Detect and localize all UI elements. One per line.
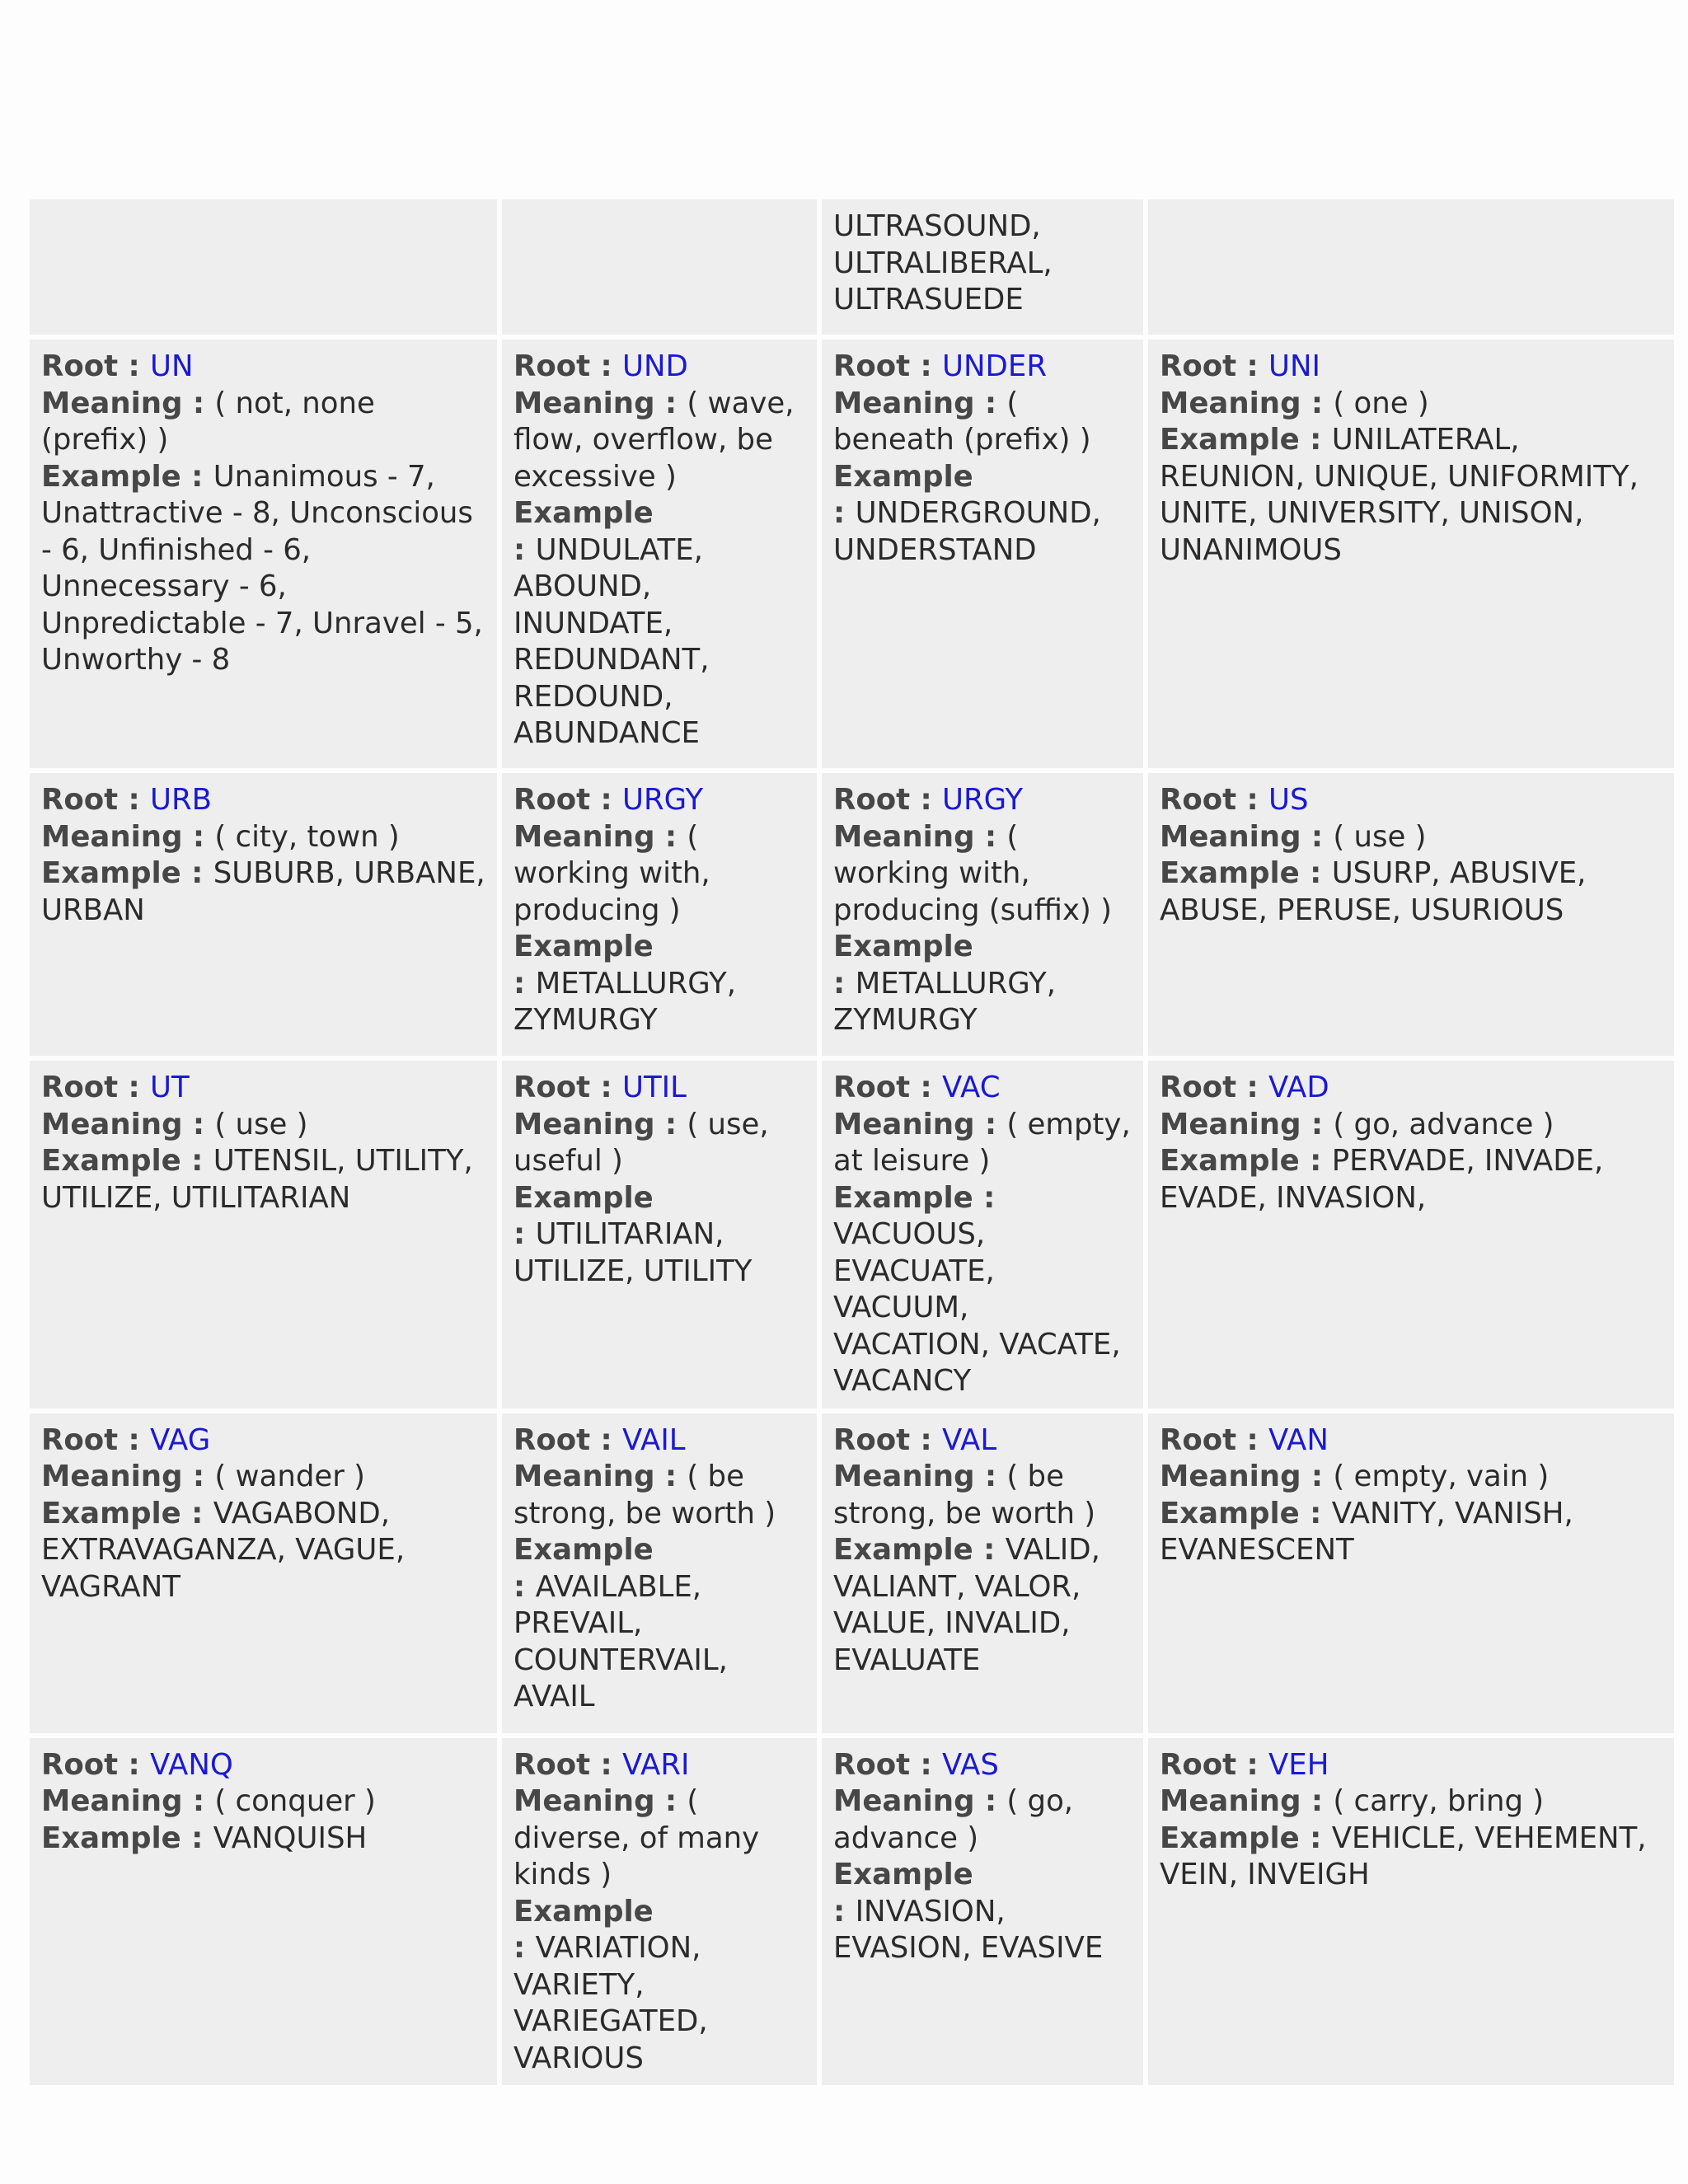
example-value: INVASION, EVASION, EVASIVE <box>833 1894 1104 1965</box>
example-label: Example <box>833 1858 973 1891</box>
meaning-value: ( one ) <box>1333 386 1429 420</box>
label-separator: : <box>1236 1422 1269 1457</box>
label-separator: : <box>654 386 687 420</box>
continuation-line: ULTRALIBERAL, <box>833 246 1053 280</box>
label-separator: : <box>181 1496 213 1530</box>
meaning-label: Meaning <box>513 1107 655 1141</box>
label-separator: : <box>118 1422 151 1457</box>
meaning-line <box>1160 1107 1662 1144</box>
example-line <box>1160 1821 1662 1894</box>
root-label: Root <box>513 1071 591 1104</box>
meaning-line <box>833 1107 1132 1180</box>
meaning-value: ( wave, flow, overflow, be excessive ) <box>513 386 795 494</box>
root-line <box>1160 349 1662 386</box>
example-value: VACUOUS, EVACUATE, VACUUM, VACATION, VACATE, VACANCY <box>833 1217 1121 1398</box>
label-separator: : <box>974 1107 1007 1141</box>
label-separator: : <box>513 1217 536 1251</box>
label-separator: : <box>1299 1496 1332 1530</box>
example-value: USURP, ABUSIVE, ABUSE, PERUSE, USURIOUS <box>1160 856 1587 927</box>
root-value: VANQ <box>150 1747 233 1782</box>
label-separator: : <box>833 966 856 1001</box>
label-separator: : <box>654 819 687 854</box>
label-separator: : <box>910 1071 943 1104</box>
root-entry-cell <box>822 340 1143 768</box>
meaning-value: ( go, advance ) <box>833 1784 1074 1855</box>
example-value: VAGABOND, EXTRAVAGANZA, VAGUE, VAGRANT <box>41 1496 406 1604</box>
continuation-line: ULTRASOUND, <box>833 209 1041 243</box>
label-separator: : <box>1236 349 1269 383</box>
table-cell-empty <box>502 199 817 335</box>
label-separator: : <box>1301 386 1334 420</box>
root-line <box>833 1747 1132 1784</box>
example-line <box>833 459 1132 569</box>
label-separator: : <box>590 1747 623 1782</box>
label-separator: : <box>118 1071 151 1104</box>
label-separator: : <box>181 856 213 890</box>
meaning-label: Meaning <box>513 386 655 420</box>
meaning-value: ( use ) <box>214 1107 308 1141</box>
label-separator: : <box>181 1821 213 1855</box>
root-label: Root <box>41 349 119 383</box>
label-separator: : <box>181 459 213 494</box>
label-separator: : <box>590 349 623 383</box>
root-entry-cell <box>502 1061 817 1408</box>
example-line <box>41 855 485 929</box>
meaning-line <box>1160 386 1662 423</box>
table-row <box>30 773 1674 1056</box>
meaning-value: ( go, advance ) <box>1333 1107 1554 1141</box>
label-separator: : <box>654 1460 687 1493</box>
meaning-label: Meaning <box>513 819 655 854</box>
root-entry-cell <box>502 773 817 1056</box>
meaning-line <box>41 819 485 856</box>
example-label: Example <box>833 1533 973 1567</box>
meaning-value: ( city, town ) <box>214 819 400 854</box>
example-label: Example <box>41 856 181 890</box>
meaning-line <box>833 386 1132 459</box>
example-value: SUBURB, URBANE, URBAN <box>41 856 485 927</box>
example-value: VEHICLE, VEHEMENT, VEIN, INVEIGH <box>1160 1821 1647 1891</box>
root-entry-cell <box>502 340 817 768</box>
root-value: UNI <box>1268 349 1321 383</box>
label-separator: : <box>181 1144 213 1178</box>
root-label: Root <box>833 1422 911 1457</box>
root-value: VAN <box>1268 1422 1329 1457</box>
meaning-line <box>513 1783 805 1894</box>
example-label: Example <box>513 1533 654 1567</box>
root-label: Root <box>513 349 591 383</box>
label-separator: : <box>974 386 1007 420</box>
root-entry-cell <box>1148 773 1674 1056</box>
example-line <box>1160 1143 1662 1216</box>
meaning-line <box>1160 819 1662 856</box>
label-separator: : <box>513 966 536 1001</box>
meaning-line <box>833 1783 1132 1857</box>
example-label: Example <box>1160 1821 1300 1855</box>
continuation-line: ULTRASUEDE <box>833 283 1024 316</box>
label-separator: : <box>1236 1747 1269 1782</box>
table-row <box>30 1738 1674 2086</box>
example-value: UNILATERAL, REUNION, UNIQUE, UNIFORMITY, UNITE, UNIVERSITY, UNISON, UNANIMOUS <box>1160 423 1639 567</box>
root-label: Root <box>1160 1747 1237 1782</box>
root-label: Root <box>833 1747 911 1782</box>
label-separator: : <box>182 1460 215 1493</box>
root-label: Root <box>513 1422 591 1457</box>
table-row-continuation <box>30 199 1674 335</box>
root-label: Root <box>1160 1422 1237 1457</box>
label-separator: : <box>513 1931 536 1965</box>
root-label: Root <box>1160 349 1237 383</box>
table-row <box>30 1061 1674 1408</box>
label-separator: : <box>1301 1460 1334 1493</box>
meaning-label: Meaning <box>41 1784 183 1818</box>
meaning-line <box>833 819 1132 930</box>
label-separator: : <box>1299 856 1332 890</box>
root-entry-cell <box>30 1738 497 2086</box>
example-label: Example <box>1160 423 1300 457</box>
label-separator: : <box>590 1071 623 1104</box>
meaning-line <box>513 1107 805 1180</box>
root-entry-cell <box>30 1413 497 1733</box>
meaning-line <box>513 1459 805 1532</box>
example-line <box>833 1180 1132 1400</box>
meaning-label: Meaning <box>1160 1460 1301 1493</box>
root-label: Root <box>513 783 591 817</box>
label-separator: : <box>118 349 151 383</box>
meaning-label: Meaning <box>513 1784 655 1818</box>
example-value: UTILITARIAN, UTILIZE, UTILITY <box>513 1217 753 1288</box>
root-value: UN <box>150 349 194 383</box>
root-label: Root <box>833 783 911 817</box>
example-label: Example <box>833 459 973 494</box>
meaning-label: Meaning <box>41 1460 183 1493</box>
label-separator: : <box>910 1747 943 1782</box>
meaning-label: Meaning <box>41 386 183 420</box>
meaning-line <box>41 386 485 459</box>
root-line <box>513 1422 805 1460</box>
example-value: UTENSIL, UTILITY, UTILIZE, UTILITARIAN <box>41 1144 473 1215</box>
example-line <box>1160 1496 1662 1569</box>
example-line <box>1160 855 1662 929</box>
root-line <box>833 349 1132 386</box>
example-label: Example <box>41 459 181 494</box>
root-value: VAIL <box>622 1422 686 1457</box>
label-separator: : <box>974 1460 1007 1493</box>
meaning-line <box>833 1459 1132 1532</box>
meaning-label: Meaning <box>833 386 975 420</box>
example-label: Example <box>513 1894 654 1929</box>
root-entry-cell <box>1148 1413 1674 1733</box>
meaning-value: ( diverse, of many kinds ) <box>513 1784 760 1891</box>
root-label: Root <box>41 1747 119 1782</box>
meaning-label: Meaning <box>1160 1784 1301 1818</box>
example-label: Example <box>513 1180 654 1215</box>
label-separator: : <box>910 349 943 383</box>
root-label: Root <box>1160 1071 1237 1104</box>
root-line <box>1160 1422 1662 1460</box>
meaning-value: ( working with, producing ) <box>513 819 710 927</box>
root-label: Root <box>513 1747 591 1782</box>
root-line <box>41 1422 485 1460</box>
example-label: Example <box>41 1821 181 1855</box>
root-entry-cell <box>822 1061 1143 1408</box>
example-value: UNDERGROUND, UNDERSTAND <box>833 496 1101 567</box>
root-line <box>1160 1070 1662 1107</box>
meaning-line <box>513 386 805 496</box>
example-line <box>513 929 805 1039</box>
example-line <box>41 1496 485 1606</box>
label-separator: : <box>1301 1107 1334 1141</box>
root-value: US <box>1268 783 1309 817</box>
label-separator: : <box>1236 783 1269 817</box>
meaning-value: ( be strong, be worth ) <box>513 1460 776 1530</box>
example-line <box>833 1532 1132 1679</box>
meaning-line <box>41 1459 485 1496</box>
meaning-label: Meaning <box>833 819 975 854</box>
root-label: Root <box>41 783 119 817</box>
meaning-label: Meaning <box>1160 819 1301 854</box>
root-value: VAL <box>942 1422 997 1457</box>
example-line <box>513 495 805 752</box>
example-label: Example <box>41 1144 181 1178</box>
root-line <box>41 349 485 386</box>
root-label: Root <box>833 349 911 383</box>
table-row <box>30 1413 1674 1733</box>
label-separator: : <box>654 1107 687 1141</box>
example-label: Example <box>833 930 973 963</box>
example-label: Example <box>513 930 654 963</box>
label-separator: : <box>182 819 215 854</box>
root-value: VAC <box>942 1071 1001 1104</box>
label-separator: : <box>973 1533 1006 1567</box>
meaning-line <box>41 1107 485 1144</box>
example-value: Unanimous - 7, Unattractive - 8, Unconscious - 6, Unfinished - 6, Unnecessary - 6, Unpredictable - 7, Unravel - 5, Unworthy - 8 <box>41 459 483 677</box>
table-cell-continuation <box>822 199 1143 335</box>
example-line <box>513 1532 805 1716</box>
root-value: URGY <box>942 783 1024 817</box>
root-label: Root <box>1160 783 1237 817</box>
root-value: UT <box>150 1071 190 1104</box>
example-label: Example <box>1160 856 1300 890</box>
root-line <box>41 1070 485 1107</box>
root-label: Root <box>41 1071 119 1104</box>
label-separator: : <box>182 386 215 420</box>
label-separator: : <box>1301 819 1334 854</box>
root-entry-cell <box>30 340 497 768</box>
root-value: UND <box>622 349 688 383</box>
label-separator: : <box>118 1747 151 1782</box>
example-value: VALID, VALIANT, VALOR, VALUE, INVALID, EVALUATE <box>833 1533 1100 1677</box>
root-label: Root <box>41 1422 119 1457</box>
meaning-label: Meaning <box>1160 1107 1301 1141</box>
example-value: UNDULATE, ABOUND, INUNDATE, REDUNDANT, REDOUND, ABUNDANCE <box>513 532 710 750</box>
word-roots-table <box>25 194 1679 2090</box>
label-separator: : <box>654 1784 687 1818</box>
example-value: PERVADE, INVADE, EVADE, INVASION, <box>1160 1144 1604 1215</box>
meaning-label: Meaning <box>833 1460 975 1493</box>
root-line <box>833 1422 1132 1460</box>
label-separator: : <box>974 1784 1007 1818</box>
meaning-label: Meaning <box>833 1107 975 1141</box>
meaning-value: ( conquer ) <box>214 1784 376 1818</box>
table-cell-empty <box>1148 199 1674 335</box>
label-separator: : <box>910 783 943 817</box>
meaning-label: Meaning <box>41 1107 183 1141</box>
meaning-value: ( empty, at leisure ) <box>833 1107 1131 1178</box>
root-value: VAD <box>1268 1071 1329 1104</box>
root-entry-cell <box>1148 340 1674 768</box>
example-value: VANITY, VANISH, EVANESCENT <box>1160 1496 1573 1567</box>
meaning-value: ( not, none (prefix) ) <box>41 386 375 457</box>
root-value: VEH <box>1268 1747 1329 1782</box>
label-separator: : <box>1299 423 1332 457</box>
meaning-value: ( beneath (prefix) ) <box>833 386 1091 457</box>
meaning-value: ( use, useful ) <box>513 1107 769 1178</box>
root-entry-cell <box>822 1413 1143 1733</box>
meaning-value: ( wander ) <box>214 1460 365 1493</box>
example-value: METALLURGY, ZYMURGY <box>513 966 736 1037</box>
example-label: Example <box>513 496 654 530</box>
label-separator: : <box>833 1894 856 1929</box>
root-label: Root <box>833 1071 911 1104</box>
table-row <box>30 340 1674 768</box>
root-line <box>833 1070 1132 1107</box>
example-value: AVAILABLE, PREVAIL, COUNTERVAIL, AVAIL <box>513 1569 728 1713</box>
root-line <box>1160 1747 1662 1784</box>
label-separator: : <box>974 819 1007 854</box>
root-line <box>513 1747 805 1784</box>
example-label: Example <box>41 1496 181 1530</box>
example-line <box>41 1821 485 1858</box>
label-separator: : <box>590 1422 623 1457</box>
label-separator: : <box>513 1569 536 1604</box>
example-line <box>833 1857 1132 1967</box>
meaning-label: Meaning <box>41 819 183 854</box>
meaning-value: ( carry, bring ) <box>1333 1784 1545 1818</box>
root-entry-cell <box>30 773 497 1056</box>
root-value: VAS <box>942 1747 999 1782</box>
root-value: VAG <box>150 1422 211 1457</box>
label-separator: : <box>118 783 151 817</box>
label-separator: : <box>833 496 856 530</box>
meaning-label: Meaning <box>833 1784 975 1818</box>
meaning-line <box>513 819 805 930</box>
example-line <box>41 1143 485 1216</box>
example-value: VARIATION, VARIETY, VARIEGATED, VARIOUS <box>513 1931 708 2075</box>
example-line <box>513 1894 805 2078</box>
example-label: Example <box>1160 1496 1300 1530</box>
root-line <box>513 349 805 386</box>
root-entry-cell <box>502 1413 817 1733</box>
label-separator: : <box>1299 1144 1332 1178</box>
label-separator: : <box>182 1107 215 1141</box>
label-separator: : <box>1236 1071 1269 1104</box>
meaning-line <box>41 1783 485 1821</box>
example-line <box>1160 422 1662 569</box>
label-separator: : <box>1299 1821 1332 1855</box>
root-line <box>513 1070 805 1107</box>
meaning-label: Meaning <box>1160 386 1301 420</box>
root-entry-cell <box>822 1738 1143 2086</box>
meaning-value: ( use ) <box>1333 819 1427 854</box>
root-entry-cell <box>30 1061 497 1408</box>
root-line <box>1160 782 1662 819</box>
label-separator: : <box>1301 1784 1334 1818</box>
meaning-label: Meaning <box>513 1460 655 1493</box>
meaning-line <box>1160 1459 1662 1496</box>
label-separator: : <box>590 783 623 817</box>
root-value: VARI <box>622 1747 690 1782</box>
root-value: URB <box>150 783 213 817</box>
root-line <box>41 1747 485 1784</box>
root-line <box>833 782 1132 819</box>
root-line <box>513 782 805 819</box>
example-value: METALLURGY, ZYMURGY <box>833 966 1056 1037</box>
meaning-value: ( empty, vain ) <box>1333 1460 1550 1493</box>
root-line <box>41 782 485 819</box>
root-entry-cell <box>1148 1738 1674 2086</box>
meaning-value: ( be strong, be worth ) <box>833 1460 1096 1530</box>
label-separator: : <box>513 532 536 567</box>
root-value: UNDER <box>942 349 1047 383</box>
root-entry-cell <box>502 1738 817 2086</box>
example-line <box>41 459 485 679</box>
example-line <box>513 1180 805 1291</box>
example-label: Example <box>833 1180 973 1215</box>
table-cell-empty <box>30 199 497 335</box>
label-separator: : <box>910 1422 943 1457</box>
example-line <box>833 929 1132 1039</box>
root-value: UTIL <box>622 1071 687 1104</box>
root-value: URGY <box>622 783 704 817</box>
root-entry-cell <box>822 773 1143 1056</box>
meaning-value: ( working with, producing (suffix) ) <box>833 819 1112 927</box>
label-separator: : <box>973 1180 996 1215</box>
example-label: Example <box>1160 1144 1300 1178</box>
meaning-line <box>1160 1783 1662 1821</box>
label-separator: : <box>182 1784 215 1818</box>
root-entry-cell <box>1148 1061 1674 1408</box>
example-value: VANQUISH <box>213 1821 368 1855</box>
